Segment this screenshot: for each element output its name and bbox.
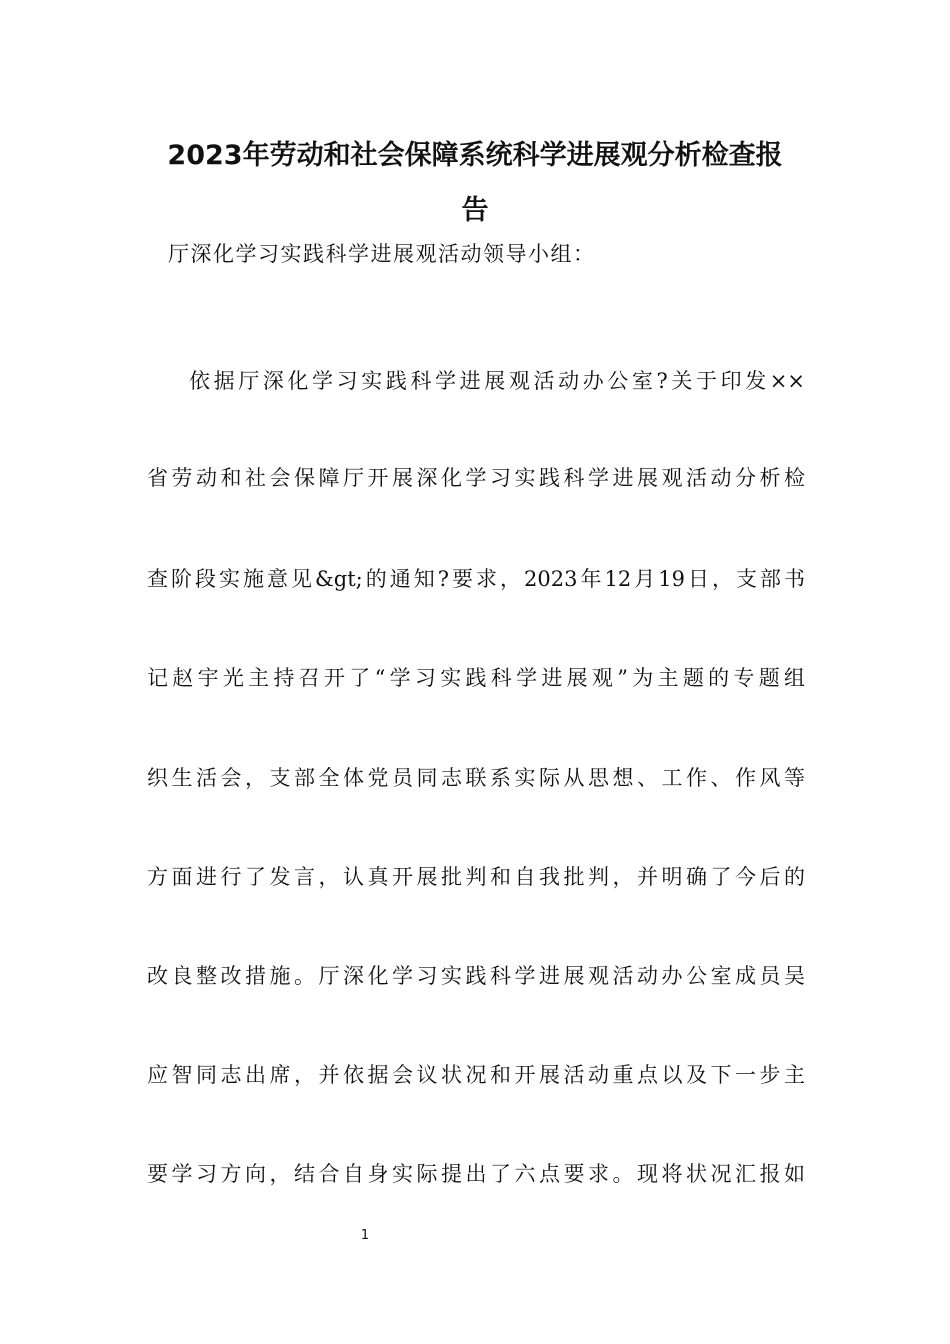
page-number: 1	[360, 1228, 370, 1243]
paragraph-line: 方面进行了发言，认真开展批判和自我批判，并明确了今后的	[147, 865, 805, 889]
paragraph-line: 要学习方向，结合自身实际提出了六点要求。现将状况汇报如	[147, 1162, 805, 1186]
document-title-line-2: 告	[461, 195, 489, 226]
paragraph-line: 记赵宇光主持召开了“学习实践科学进展观”为主题的专题组	[147, 666, 805, 690]
salutation: 厅深化学习实践科学进展观活动领导小组：	[168, 242, 596, 266]
paragraph-line: 查阶段实施意见&gt;的通知?要求，2023年12月19日，支部书	[147, 567, 805, 591]
document-title-line-1: 2023年劳动和社会保障系统科学进展观分析检查报	[167, 140, 783, 171]
paragraph-line: 依据厅深化学习实践科学进展观活动办公室?关于印发××	[189, 369, 805, 393]
paragraph-line: 织生活会，支部全体党员同志联系实际从思想、工作、作风等	[147, 766, 805, 790]
paragraph-line: 改良整改措施。厅深化学习实践科学进展观活动办公室成员吴	[147, 964, 805, 988]
paragraph-line: 省劳动和社会保障厅开展深化学习实践科学进展观活动分析检	[147, 466, 805, 490]
paragraph-line: 应智同志出席，并依据会议状况和开展活动重点以及下一步主	[147, 1063, 805, 1087]
